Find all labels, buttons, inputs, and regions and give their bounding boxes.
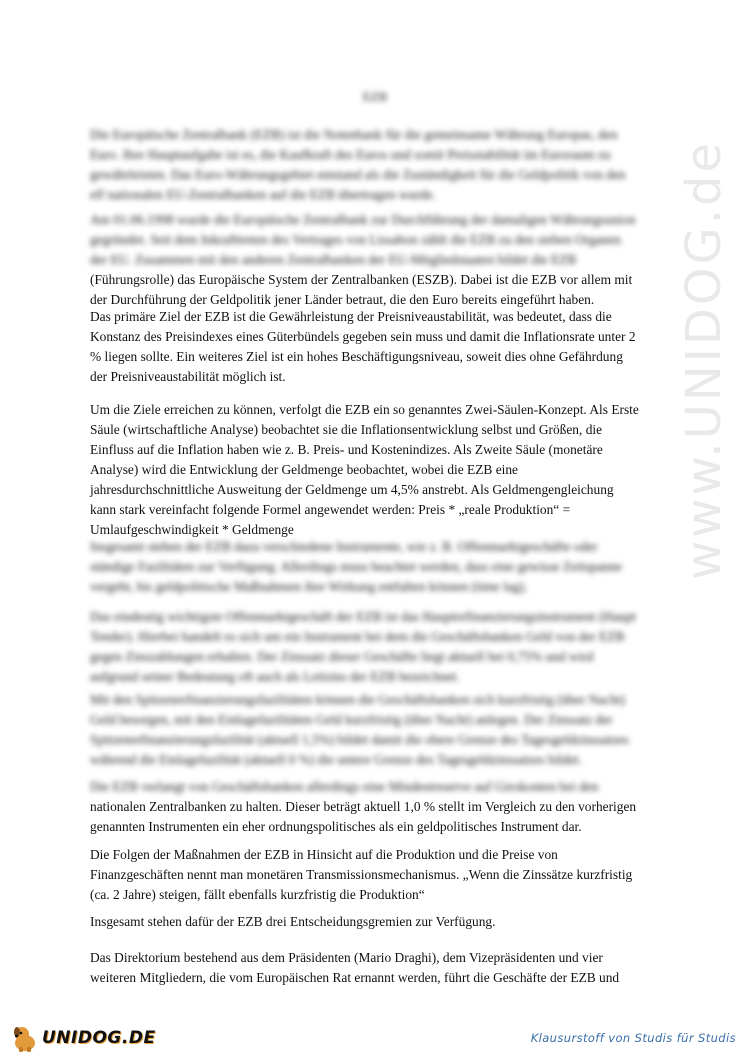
blurred-text-line: Geld besorgen, mit den Einlagefazilitäten Geld kurzfristig (über Nacht) anlegen. Der Zinssatz der <box>90 712 613 727</box>
text-line: Säule (wirtschaftliche Analyse) beobachtet sie die Inflationsentwicklung selbst und Größen, die <box>90 422 603 437</box>
unidog-logo[interactable] <box>10 1022 156 1054</box>
text-line: Das primäre Ziel der EZB ist die Gewährleistung der Preisniveaustabilität, was bedeutet, dass die <box>90 309 612 324</box>
blurred-text-line: Euro. Ihre Hauptaufgabe ist es, die Kaufkraft des Euros und somit Preisstabilität im Euroraum zu <box>90 147 611 162</box>
blurred-text-line: aufgrund seiner Bedeutung oft auch als Leitzins der EZB bezeichnet. <box>90 669 460 684</box>
blurred-text-line: vergeht, bis geldpolitische Maßnahmen ihre Wirkung entfalten können (time lag). <box>90 579 528 594</box>
text-line: nationalen Zentralbanken zu halten. Dieser beträgt aktuell 1,0 % stellt im Vergleich zu den vorherigen <box>90 799 637 814</box>
text-line: Analyse) wird die Entwicklung der Geldmenge beobachtet, wobei die EZB eine <box>90 462 518 477</box>
paragraph <box>90 125 650 205</box>
text-line: Einfluss auf die Inflation haben wie z. B. Preis- und Kostenindizes. Als Zweite Säule (monetäre <box>90 442 603 457</box>
paragraph <box>90 777 650 837</box>
paragraph <box>90 948 650 988</box>
blurred-text-line: Spitzenrefinanzierungsfazilität (aktuell 1,5%) bildet damit die obere Grenze des Tagesgeldzinssatzes <box>90 732 629 747</box>
blurred-text-line: Die Europäische Zentralbank (EZB) ist die Notenbank für die gemeinsame Währung Europas, den <box>90 127 618 142</box>
blurred-text-line: Das eindeutig wichtigste Offenmarktgeschäft der EZB ist das Hauptrefinanzierungsinstrument (Haupt <box>90 609 637 624</box>
text-line: Umlaufgeschwindigkeit * Geldmenge <box>90 522 294 537</box>
text-line: (ca. 2 Jahre) steigen, fällt ebenfalls kurzfristig die Produktion“ <box>90 887 425 902</box>
text-line: kann stark vereinfacht folgende Formel angewendet werden: Preis * „reale Produktion“ = <box>90 502 571 517</box>
blurred-text-line: der EU. Zusammen mit den anderen Zentralbanken der EU-Mitgliedstaaten bildet die EZB <box>90 252 577 267</box>
paragraph <box>90 210 650 310</box>
paragraph <box>90 845 650 905</box>
dog-icon <box>10 1023 40 1053</box>
text-line: der Durchführung der Geldpolitik jener Länder betraut, die den Euro bereits eingeführt haben. <box>90 292 595 307</box>
watermark-text: www.UNIDOG.de <box>676 139 732 580</box>
blurred-text-line: gegen Zinszahlungen erhalten. Der Zinssatz dieser Geschäfte liegt aktuell bei 0,75% und wird <box>90 649 594 664</box>
text-line: (Führungsrolle) das Europäische System der Zentralbanken (ESZB). Dabei ist die EZB vor allem mit <box>90 272 633 287</box>
text-line: Finanzgeschäften nennt man monetären Transmissionsmechanismus. „Wenn die Zinssätze kurzfristig <box>90 867 633 882</box>
blurred-text-line: gegründet. Seit dem Inkrafttreten des Vertrages von Lissabon zählt die EZB zu den sieben Organen <box>90 232 621 247</box>
blurred-text-line: ständige Fazilitäten zur Verfügung. Allerdings muss beachtet werden, dass eine gewisse Zeitspanne <box>90 559 622 574</box>
blurred-text-line: gewährleisten. Das Euro-Währungsgebiet entstand als die Zuständigkeit für die Geldpolitik von den <box>90 167 626 182</box>
paragraph <box>90 690 650 770</box>
text-line: Insgesamt stehen dafür der EZB drei Entscheidungsgremien zur Verfügung. <box>90 914 496 929</box>
text-line: der Preisniveaustabilität möglich ist. <box>90 369 286 384</box>
text-line: jahresdurchschnittliche Ausweitung der Geldmenge um 4,5% anstrebt. Als Geldmengengleichung <box>90 482 614 497</box>
footer-slogan: Klausurstoff von Studis für Studis <box>530 1031 736 1045</box>
text-line: genannten Instrumenten ein eher ordnungspolitisches als ein geldpolitisches Instrument dar. <box>90 819 582 834</box>
paragraph <box>90 607 650 687</box>
page-title: EZB <box>362 89 388 104</box>
paragraph <box>90 400 650 540</box>
blurred-text-line: Tender). Hierbei handelt es sich um ein Instrument bei dem die Geschäftsbanken Geld von der EZB <box>90 629 625 644</box>
text-line: weiteren Mitgliedern, die vom Europäischen Rat ernannt werden, führt die Geschäfte der EZB und <box>90 970 620 985</box>
blurred-text-line: während die Einlagefazilität (aktuell 0 %) die untere Grenze des Tagesgeldzinssatzes bildet. <box>90 752 582 767</box>
text-line: Um die Ziele erreichen zu können, verfolgt die EZB ein so genanntes Zwei-Säulen-Konzept. Als Erste <box>90 402 639 417</box>
paragraph <box>90 537 650 597</box>
paragraph <box>90 307 650 387</box>
blurred-text-line: elf nationalen EU-Zentralbanken auf die EZB übertragen wurde. <box>90 187 436 202</box>
blurred-text-line: Insgesamt stehen der EZB dazu verschiedene Instrumente, wie z. B. Offenmarktgeschäfte oder <box>90 539 598 554</box>
text-line: Die Folgen der Maßnahmen der EZB in Hinsicht auf die Produktion und die Preise von <box>90 847 558 862</box>
text-line: Konstanz des Preisindexes eines Güterbündels gegeben sein muss und damit die Inflationsrate unter 2 <box>90 329 636 344</box>
paragraph <box>90 912 650 932</box>
blurred-text-line: Mit den Spitzenrefinanzierungsfazilitäten können die Geschäftsbanken sich kurzfristig (über Nacht) <box>90 692 626 707</box>
blurred-text-line: Die EZB verlangt von Geschäftsbanken allerdings eine Mindestreserve auf Girokonten bei den <box>90 779 599 794</box>
text-line: % liegen sollte. Ein weiteres Ziel ist ein hohes Beschäftigungsniveau, soweit dies ohne Gefährdung <box>90 349 623 364</box>
text-line: Das Direktorium bestehend aus dem Präsidenten (Mario Draghi), dem Vizepräsidenten und vier <box>90 950 603 965</box>
logo-text: UNIDOG.DE <box>42 1028 156 1048</box>
blurred-text-line: Am 01.06.1998 wurde die Europäische Zentralbank zur Durchführung der damaligen Währungsunion <box>90 212 636 227</box>
